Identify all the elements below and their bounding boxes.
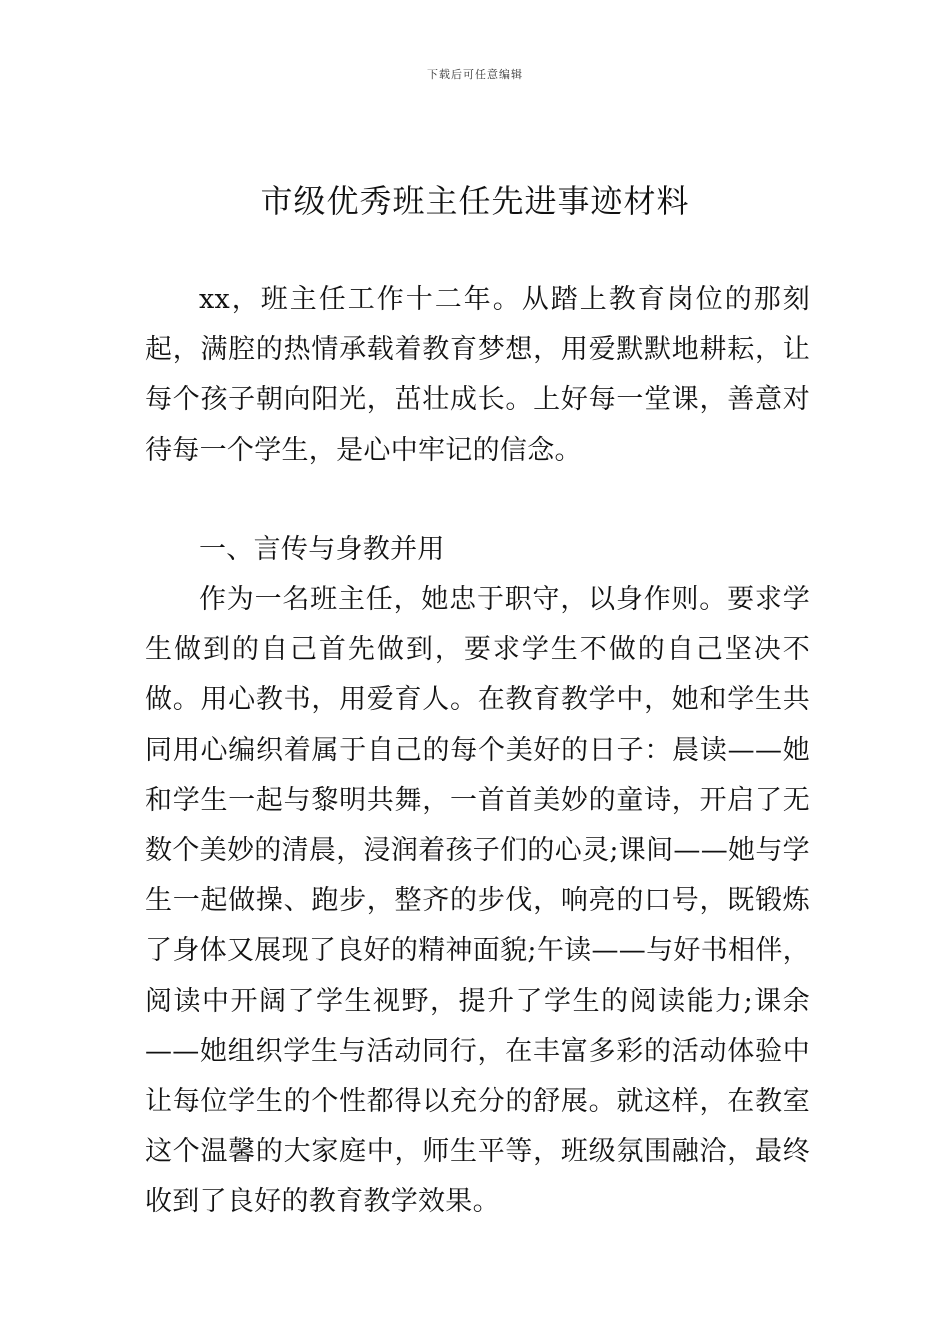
section-body-block <box>145 575 810 1228</box>
section-heading: 一、言传与身教并用 <box>199 534 445 565</box>
section-body-paragraph: 作为一名班主任，她忠于职守，以身作则。要求学生做到的自己首先做到，要求学生不做的自己坚决不做。用心教书，用爱育人。在教育教学中，她和学生共同用心编织着属于自己的每个美好的日子：晨读——她和学生一起与黎明共舞，一首首美妙的童诗，开启了无数个美妙的清晨，浸润着孩子们的心灵;课间——她与学生一起做操、跑步，整齐的步伐，响亮的口号，既锻炼了身体又展现了良好的精神面貌;午读——与好书相伴，阅读中开阔了学生视野，提升了学生的阅读能力;课余——她组织学生与活动同行，在丰富多彩的活动体验中让每位学生的个性都得以充分的舒展。就这样，在教室这个温馨的大家庭中，师生平等，班级氛围融洽，最终收到了良好的教育教学效果。 <box>145 584 810 1218</box>
intro-paragraph-block <box>145 275 810 476</box>
section-heading-block <box>145 525 810 575</box>
page-header-note: 下载后可任意编辑 <box>427 68 523 81</box>
intro-paragraph: xx，班主任工作十二年。从踏上教育岗位的那刻起，满腔的热情承载着教育梦想，用爱默默地耕耘，让每个孩子朝向阳光，茁壮成长。上好每一堂课，善意对待每一个学生，是心中牢记的信念。 <box>145 284 810 466</box>
document-title: 市级优秀班主任先进事迹材料 <box>260 182 690 220</box>
